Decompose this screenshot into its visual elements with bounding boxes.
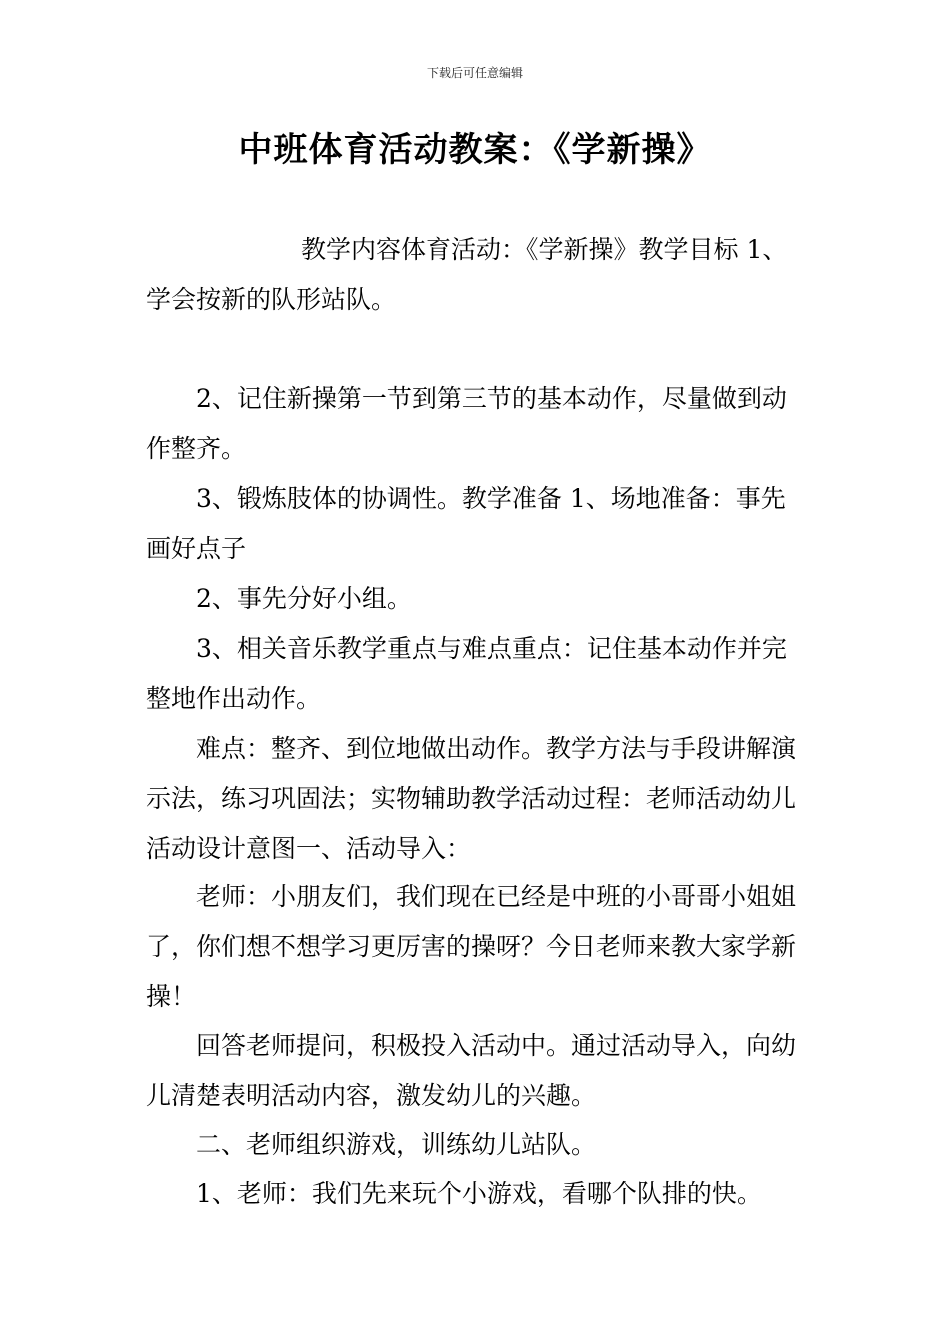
paragraph-8: 回答老师提问，积极投入活动中。通过活动导入，向幼儿清楚表明活动内容，激发幼儿的兴趣。	[146, 1031, 797, 1110]
paragraph-2: 2、记住新操第一节到第三节的基本动作，尽量做到动作整齐。	[146, 384, 787, 463]
paragraph-10: 1、老师：我们先来玩个小游戏，看哪个队排的快。	[196, 1179, 762, 1208]
paragraph-1: 教学内容体育活动：《学新操》教学目标 1、学会按新的队形站队。	[146, 235, 788, 314]
paragraph-4: 2、事先分好小组。	[196, 584, 412, 613]
paragraph-3: 3、锻炼肢体的协调性。教学准备 1、场地准备：事先画好点子	[146, 484, 786, 563]
header-note: 下载后可任意编辑	[426, 66, 523, 80]
paragraph-5: 3、相关音乐教学重点与难点重点：记住基本动作并完整地作出动作。	[146, 634, 787, 713]
paragraph-6: 难点：整齐、到位地做出动作。教学方法与手段讲解演示法，练习巩固法；实物辅助教学活动过程：老师活动幼儿活动设计意图一、活动导入：	[146, 734, 797, 863]
paragraph-9: 二、老师组织游戏，训练幼儿站队。	[196, 1130, 597, 1159]
paragraph-7: 老师：小朋友们，我们现在已经是中班的小哥哥小姐姐了，你们想不想学习更厉害的操呀？今日老师来教大家学新操！	[146, 882, 797, 1011]
document-title: 中班体育活动教案：《学新操》	[238, 130, 712, 170]
